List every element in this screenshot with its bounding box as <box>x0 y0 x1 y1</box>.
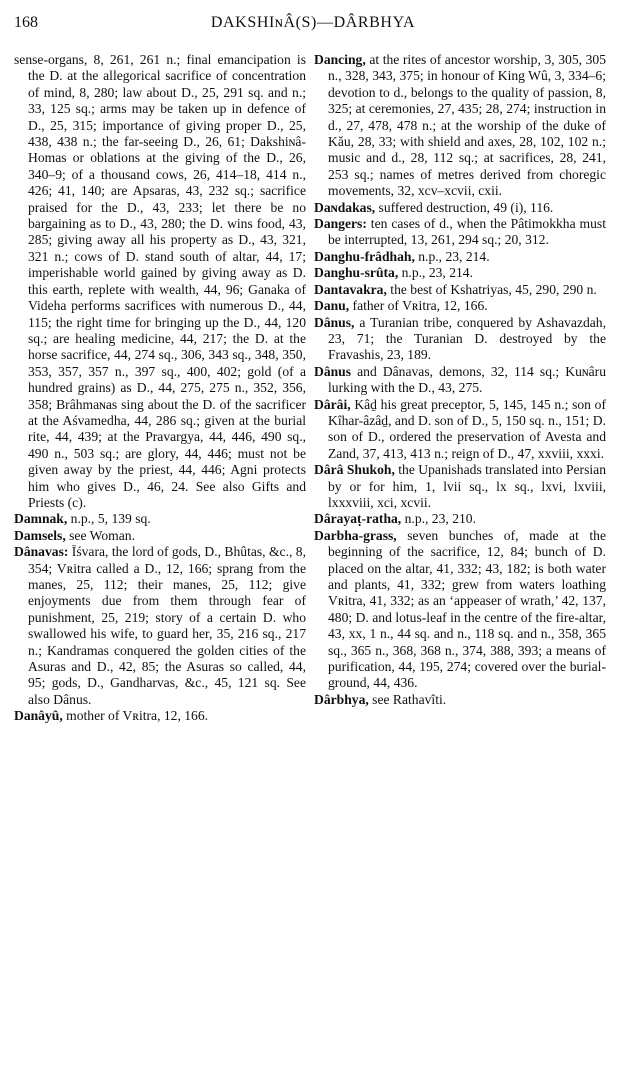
entry-headword: Dancing, <box>314 52 366 67</box>
index-entry <box>314 200 606 216</box>
index-entry <box>314 249 606 265</box>
entry-headword: Dârayaṭ-ratha, <box>314 511 402 527</box>
index-entry <box>314 511 606 527</box>
entry-headword: Dânus <box>314 363 352 379</box>
index-entry <box>14 528 306 544</box>
running-title: DAKSHIɴÂ(S)—DÂRBHYA <box>210 14 416 31</box>
entry-text: ten cases of d., when the Pâtimokkha must be interrupted, 13, 261, 294 sq.; 20, 312. <box>328 216 606 248</box>
entry-headword: Daɴdakas, <box>314 199 376 215</box>
entry-text: n.p., 5, 139 sq. <box>67 511 151 527</box>
index-entry <box>314 216 606 249</box>
index-entry <box>314 462 606 511</box>
index-entry <box>314 315 606 364</box>
entry-text: n.p., 23, 214. <box>414 248 490 264</box>
index-entry <box>314 298 606 314</box>
entry-text: suffered destruction, 49 (i), 116. <box>375 199 554 215</box>
entry-text: Īśvara, the lord of gods, D., Bhûtas, &c., 8, 354; Vʀitra called a D., 12, 166; sprang from the manes, 25, 112; their manes, 25, 112; give enjoyments due from them through fear of punishment, 25, 219; story of a certain D. who swallowed his wife, to guard her, 35, 216 sq., 217 n.; Kandramas conquered the golden cities of the Asuras and D., 42, 85; the Asuras so called, 44, 95; gods, D., Gandharvas, &c., 45, 121 sq. See also Dânus. <box>28 544 306 707</box>
entry-text: and Dânavas, demons, 32, 114 sq.; Kuɴâru lurking with the D., 43, 275. <box>328 363 606 396</box>
entry-headword: Dârbhya, <box>314 691 369 707</box>
entry-text: sense-organs, 8, 261, 261 n.; final emancipation is the D. at the allegorical sacrifice of concentration of mind, 8, 280; law about D., 25, 291 sq. and n.; 33, 125 sq.; arms may be taken up in defence of D., 25, 315; importance of giving proper D., 25, 438, 438 n.; the far-seeing D., 26, 61; Dakshiɴâ-Homas or oblations at the giving of the D., 26, 340–9; of a thousand cows, 26, 414–18, 414 n., 426; 41, 140; are Apsaras, 43, 232 sq.; sacrifice praised for the D., 43, 233; let there be no bargaining as to D., 43, 280; the D. wins food, 43, 285; giving away all his property as D., 43, 321, 321 n.; cows of D. stand south of altar, 44, 17; imperishable world gained by giving away as D. this earth, replete with wealth, 44, 96; Ganaka of Videha performs sacrifices with numerous D., 44, 115; the right time for bringing up the D., 44, 120 sq.; are healing medicine, 44, 217; the D. at the horse sacrifice, 44, 274 sq., 306, 343 sq., 348, 350, 353, 357, 357 n., 397 sq., 400, 402; gold (of a hundred grains) as D., 44, 275, 275 n., 352, 356, 358; Brâhmaɴas sing about the D. of the sacrificer at the Aśvamedha, 44, 286 sq.; given at the burial rite, 44, 439; at the Pravargya, 44, 446, 490 sq., 490 n., 503 sq.; are glory, 44, 446; must not be given away by the priest, 44, 446; Agni protects him who gives D., 46, 24. See also Gifts and Priests (c). <box>14 52 306 510</box>
entry-headword: Dânus, <box>314 314 355 330</box>
entry-text: seven bunches of, made at the beginning of the sacrifice, 12, 84; bunch of D. placed on the altar, 41, 332; 43, 182; is both water and plants, 41, 332; grew from waters loathing Vʀitra, 41, 332; as an ‘appeaser of wrath,’ 42, 137, 480; D. and lotus-leaf in the centre of the fire-altar, 43, xx, 1 n., 44 sq. and n., 118 sq. and n., 358, 365 sq., 365 n., 368, 368 n., 374, 388, 393; a means of purification, 44, 195, 274; covered over the burial-ground, 44, 436. <box>328 527 606 691</box>
index-entry <box>314 282 606 298</box>
entry-text: Kâḏ his great preceptor, 5, 145, 145 n.; son of Kîhar-âzâḏ, and D. son of D., 5, 150 sq. n., 151; D. son of D., ordered the preservation of Avesta and Zand, 37, 413, 413 n.; reign of D., 47, xxviii, xxxi. <box>328 396 606 461</box>
index-entry <box>314 692 606 708</box>
left-column <box>14 52 306 725</box>
index-entry <box>314 265 606 281</box>
entry-text: at the rites of ancestor worship, 3, 305, 305 n., 328, 343, 375; in honour of King Wû, 3, 334–6; devotion to d., belongs to the quality of passion, 8, 325; at ceremonies, 27, 435; 28, 274; instruction in d., 27, 478, 478 n.; at the worship of the duke of Kǎu, 28, 33; with shield and axes, 28, 102, 102 n.; music and d., 28, 112 sq.; at sacrifices, 28, 241, 253 sq.; names of metres derived from choregic movements, 32, xcv–xcvii, cxii. <box>328 52 606 199</box>
entry-headword: Dânavas: <box>14 544 69 560</box>
entry-headword: Dangers: <box>314 216 367 232</box>
entry-headword: Damnak, <box>14 511 68 527</box>
index-entry <box>314 52 606 200</box>
entry-headword: Dârâ Shukoh, <box>314 462 395 478</box>
entry-text: the best of Kshatriyas, 45, 290, 290 n. <box>386 281 597 297</box>
index-entry <box>314 364 606 397</box>
page-header <box>14 14 612 36</box>
page-number: 168 <box>14 14 38 31</box>
index-entry <box>314 397 606 463</box>
index-entry <box>14 544 306 708</box>
entry-headword: Darbha-grass, <box>314 527 397 543</box>
entry-text: mother of Vʀitra, 12, 166. <box>62 708 209 724</box>
entry-headword: Danu, <box>314 298 350 314</box>
index-entry <box>314 528 606 692</box>
entry-text: see Woman. <box>65 527 135 543</box>
entry-text: father of Vʀitra, 12, 166. <box>349 298 488 314</box>
entry-text: n.p., 23, 214. <box>398 265 473 281</box>
index-entry <box>14 52 306 511</box>
entry-headword: Damsels, <box>14 527 66 543</box>
index-entry <box>14 708 306 724</box>
entry-headword: Danghu-srûta, <box>314 265 399 281</box>
entry-headword: Danghu-frâdhah, <box>314 248 415 264</box>
entry-text: see Rathavîti. <box>368 691 447 707</box>
entry-text: a Turanian tribe, conquered by Ashavazdah, 23, 71; the Turanian D. destroyed by the Fravashis, 23, 189. <box>328 314 606 363</box>
entry-text: the Upanishads translated into Persian by or for him, 1, lvii sq., lx sq., lxvi, lxviii, lxxxviii, xci, xcvii. <box>328 462 606 510</box>
entry-headword: Danâyû, <box>14 708 63 724</box>
entry-headword: Dârâi, <box>314 396 351 412</box>
index-entry <box>14 511 306 527</box>
entry-text: n.p., 23, 210. <box>401 511 476 527</box>
right-column <box>314 52 606 708</box>
entry-headword: Dantavakra, <box>314 281 387 297</box>
